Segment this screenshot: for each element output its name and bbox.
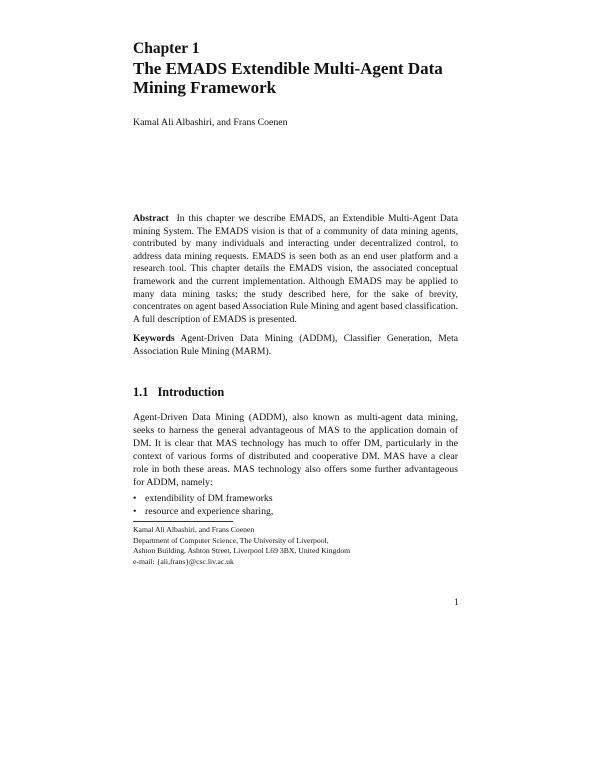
abstract [133,213,458,326]
bullet-icon: • [133,493,137,504]
section-title: Introduction [157,385,225,399]
list-item [133,492,458,505]
footnote-divider [133,521,233,522]
keywords-text: Agent-Driven Data Mining (ADDM), Classifier Generation, Meta Association Rule Mining (MARM). [133,333,458,357]
footnote-author: Kamal Ali Albashiri, and Frans Coenen [133,525,255,534]
keywords-label: Keywords [133,333,175,344]
list-item [133,505,458,518]
footnote-department: Department of Computer Science, The University of Liverpool, [133,535,329,545]
abstract-label: Abstract [133,213,169,224]
list-item-text: resource and experience sharing, [145,506,274,517]
list-item-text: extendibility of DM frameworks [145,493,273,504]
section-number: 1.1 [133,385,149,399]
section-heading [133,385,224,400]
introduction-paragraph: Agent-Driven Data Mining (ADDM), also known as multi-agent data mining, seeks to harness the general advantageous of MAS to the application domain of DM. It is clear that MAS technology has much to offer DM, particularly in the context of various forms of distributed and cooperative DM. MAS have a clear role in both these areas. MAS technology also offers some further advantageous for ADDM, namely: [133,412,458,488]
chapter-title: The EMADS Extendible Multi-Agent Data Mining Framework [133,59,443,97]
bullet-list [133,492,458,518]
chapter-authors: Kamal Ali Albashiri, and Frans Coenen [133,117,288,128]
chapter-label: Chapter 1 [133,40,200,57]
footnote-email: e-mail: {ali,frans}@csc.liv.ac.uk [133,556,234,566]
page-number: 1 [454,597,459,608]
footnote-affiliation [133,525,463,567]
footnote-address: Ashton Building, Ashton Street, Liverpool L69 3BX, United Kingdom [133,546,351,555]
keywords [133,333,458,358]
bullet-icon: • [133,506,137,517]
abstract-text: In this chapter we describe EMADS, an Extendible Multi-Agent Data mining System. The EMADS vision is that of a community of data mining agents, contributed by many individuals and interacting under decentralized control, to address data mining requests. EMADS is seen both as an end user platform and a research tool. This chapter details the EMADS vision, the associated conceptual framework and the current implementation. Although EMADS may be applied to many data mining tasks; the study described here, for the sake of brevity, concentrates on agent based Association Rule Mining and agent based classification. A full description of EMADS is presented. [133,213,458,325]
